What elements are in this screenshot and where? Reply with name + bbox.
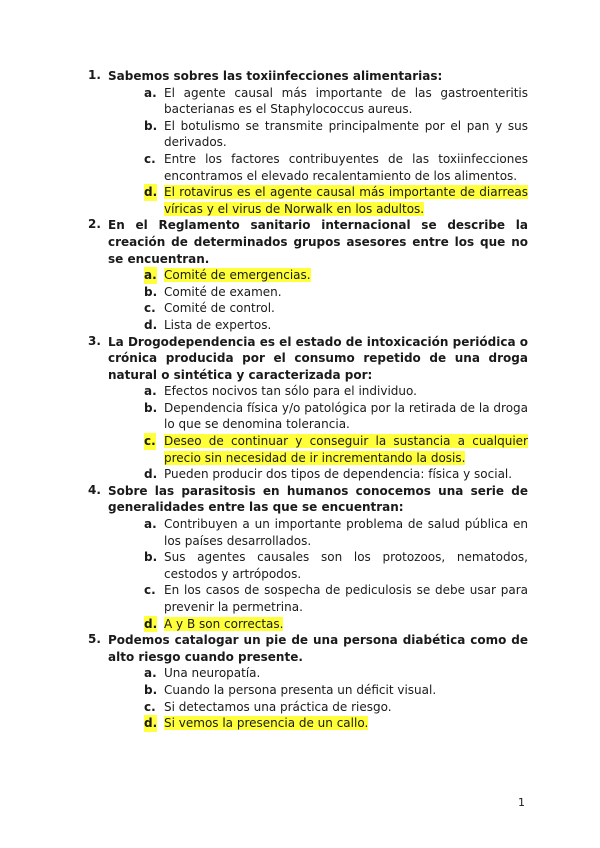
option-letter: a.: [144, 666, 157, 681]
option-1: [144, 665, 528, 682]
option-text: Si detectamos una práctica de riesgo.: [164, 699, 392, 714]
question-text: Sobre las parasitosis en humanos conocemos una serie de generalidades entre las que se encuentran:: [108, 483, 528, 515]
question-4: [88, 483, 528, 632]
option-text: En los casos de sospecha de pediculosis se debe usar para prevenir la permetrina.: [164, 583, 528, 614]
option-text: Lista de expertos.: [164, 317, 272, 332]
option-4-highlighted: [144, 616, 528, 633]
question-2: [88, 217, 528, 333]
option-4-highlighted: [144, 715, 528, 732]
option-text: Pueden producir dos tipos de dependencia: física y social.: [164, 467, 513, 482]
option-letter: d.: [144, 317, 158, 332]
option-letter: a.: [144, 85, 157, 100]
option-text: El agente causal más importante de las gastroenteritis bacterianas es el Staphylococcus aureus.: [164, 85, 528, 117]
option-letter: c.: [144, 301, 156, 316]
option-text: El rotavirus es el agente causal más importante de diarreas víricas y el virus de Norwalk en los adultos.: [164, 185, 528, 216]
option-letter: b.: [144, 682, 158, 697]
option-letter: a.: [144, 517, 157, 532]
question-text: La Drogodependencia es el estado de intoxicación periódica o crónica producida por el consumo repetido de una droga natural o sintética y caracterizada por:: [108, 334, 528, 382]
option-letter: d.: [144, 616, 158, 631]
option-1: [144, 516, 528, 549]
option-3-highlighted: [144, 433, 528, 466]
question-3: [88, 334, 528, 483]
option-text: Efectos nocivos tan sólo para el individuo.: [164, 384, 417, 399]
option-letter: c.: [144, 434, 156, 449]
option-letter: b.: [144, 284, 158, 299]
option-letter: c.: [144, 699, 156, 714]
question-5: [88, 632, 528, 732]
option-4: [144, 317, 528, 334]
option-text: A y B son correctas.: [164, 616, 284, 631]
option-1-highlighted: [144, 267, 528, 284]
option-1: [144, 85, 528, 118]
option-4-highlighted: [144, 184, 528, 217]
option-3: [144, 699, 528, 716]
option-letter: c.: [144, 583, 156, 598]
option-text: Entre los factores contribuyentes de las toxiinfecciones encontramos el elevado recalentamiento de los alimentos.: [164, 151, 528, 183]
option-list: [144, 383, 528, 483]
question-1: [88, 68, 528, 217]
option-letter: b.: [144, 118, 158, 133]
option-text: Deseo de continuar y conseguir la sustancia a cualquier precio sin necesidad de ir incrementando la dosis.: [164, 434, 528, 465]
option-text: Comité de emergencias.: [164, 268, 311, 283]
option-2: [144, 400, 528, 433]
option-1: [144, 383, 528, 400]
option-letter: a.: [144, 384, 157, 399]
option-text: Sus agentes causales son los protozoos, nematodos, cestodos y artrópodos.: [164, 550, 528, 581]
question-number: 1.: [88, 68, 101, 82]
option-text: Contribuyen a un importante problema de salud pública en los países desarrollados.: [164, 517, 528, 548]
option-list: [144, 267, 528, 333]
option-4: [144, 466, 528, 483]
option-list: [144, 665, 528, 731]
option-text: Si vemos la presencia de un callo.: [164, 716, 369, 731]
option-2: [144, 118, 528, 151]
option-text: El botulismo se transmite principalmente por el pan y sus derivados.: [164, 118, 528, 150]
option-2: [144, 284, 528, 301]
question-text: En el Reglamento sanitario internacional se describe la creación de determinados grupos asesores entre los que no se encuentran.: [108, 218, 528, 266]
option-letter: d.: [144, 467, 158, 482]
option-text: Una neuropatía.: [164, 666, 261, 681]
option-letter: a.: [144, 268, 157, 283]
page-number: 1: [518, 796, 525, 809]
option-letter: c.: [144, 151, 156, 166]
option-letter: b.: [144, 550, 158, 565]
option-letter: d.: [144, 185, 158, 200]
question-number: 4.: [88, 482, 101, 497]
option-text: Cuando la persona presenta un déficit visual.: [164, 682, 437, 697]
option-2: [144, 682, 528, 699]
question-number: 5.: [88, 632, 101, 647]
option-letter: d.: [144, 716, 158, 731]
option-3: [144, 300, 528, 317]
question-number: 2.: [88, 217, 101, 232]
option-list: [144, 516, 528, 632]
option-list: [144, 85, 528, 218]
question-text: Podemos catalogar un pie de una persona diabética como de alto riesgo cuando presente.: [108, 633, 528, 664]
option-3: [144, 582, 528, 615]
option-text: Comité de control.: [164, 301, 275, 316]
option-letter: b.: [144, 400, 158, 415]
question-list: [88, 68, 528, 732]
option-3: [144, 151, 528, 184]
option-text: Comité de examen.: [164, 284, 282, 299]
option-2: [144, 549, 528, 582]
question-text: Sabemos sobres las toxiinfecciones alimentarias:: [108, 69, 443, 83]
question-number: 3.: [88, 333, 101, 348]
option-text: Dependencia física y/o patológica por la retirada de la droga lo que se denomina tolerancia.: [164, 400, 528, 432]
